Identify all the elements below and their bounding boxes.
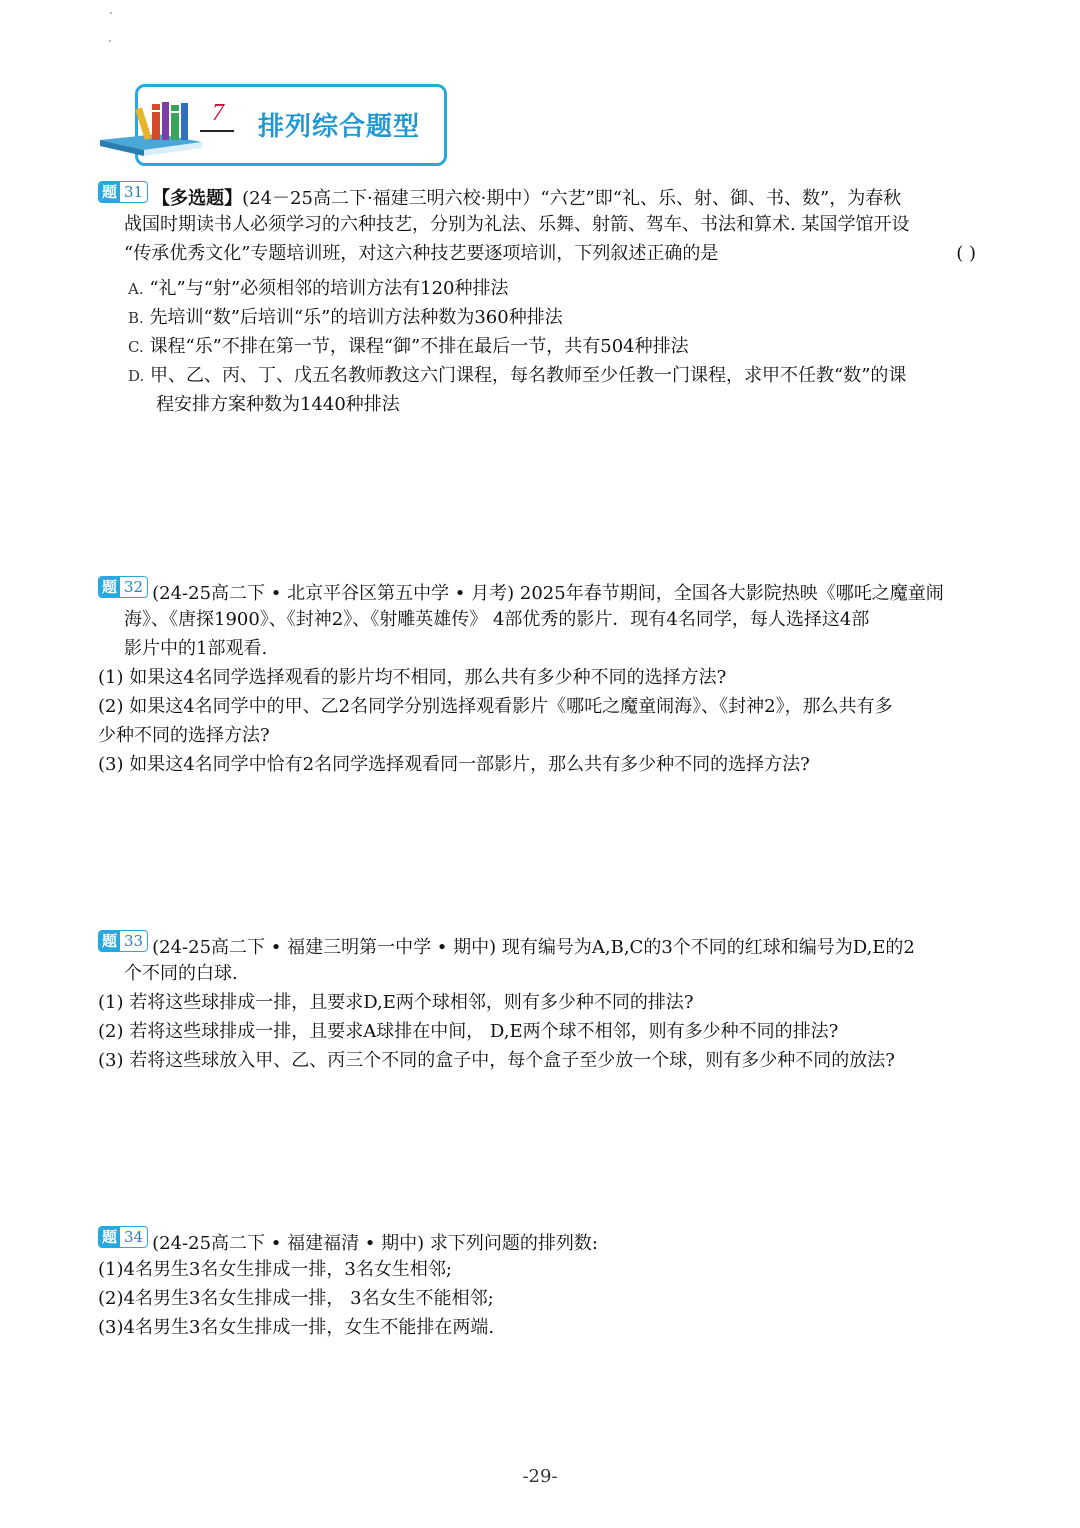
question-32 xyxy=(98,576,988,779)
sub-question-continued: 少种不同的选择方法? xyxy=(98,725,270,746)
option-b: B. 先培训“数”后培训“乐”的培训方法种数为360种排法 xyxy=(128,307,563,328)
sub-question: (3) 若将这些球放入甲、乙、丙三个不同的盒子中，每个盒子至少放一个球，则有多少种不同的放法? xyxy=(98,1050,895,1071)
sub-question: (1)4名男生3名女生排成一排，3名女生相邻; xyxy=(98,1259,452,1280)
question-33 xyxy=(98,930,988,1075)
option-a: A. “礼”与“射”必须相邻的培训方法有120种排法 xyxy=(128,278,509,299)
sub-question: (2) 若将这些球排成一排，且要求A球排在中间， D,E两个球不相邻，则有多少种不同的排法? xyxy=(98,1021,839,1042)
question-type: 【多选题】 xyxy=(152,188,243,209)
scan-speck xyxy=(109,40,111,42)
sub-question: (1) 如果这4名同学选择观看的影片均不相同，那么共有多少种不同的选择方法? xyxy=(98,667,727,688)
question-tag: 题 33 xyxy=(98,930,148,952)
option-c: C. 课程“乐”不排在第一节，课程“御”不排在最后一节，共有504种排法 xyxy=(128,336,689,357)
page-number: -29- xyxy=(522,1466,558,1487)
question-stem-line: 海》、《唐探1900》、《封神2》、《射雕英雄传》 4部优秀的影片．现有4名同学，每人选择这4部 xyxy=(124,609,870,630)
sub-question: (2)4名男生3名女生排成一排， 3名女生不能相邻; xyxy=(98,1288,494,1309)
answer-blank: ( ) xyxy=(956,243,976,264)
question-stem-line: 个不同的白球. xyxy=(124,963,238,984)
question-stem-line: (24-25高二下 • 北京平谷区第五中学 • 月考) 2025年春节期间，全国各大影院热映《哪吒之魔童闹 xyxy=(152,583,944,604)
section-number: 7 xyxy=(212,100,224,126)
books-icon xyxy=(98,96,202,158)
question-stem-line: (24-25高二下 • 福建福清 • 期中) 求下列问题的排列数: xyxy=(152,1233,598,1254)
question-stem-line: (24-25高二下 • 福建三明第一中学 • 期中) 现有编号为A,B,C的3个不同的红球和编号为D,E的2 xyxy=(152,937,915,958)
sub-question: (3) 如果这4名同学中恰有2名同学选择观看同一部影片，那么共有多少种不同的选择方法? xyxy=(98,754,810,775)
sub-question: (2) 如果这4名同学中的甲、乙2名同学分别选择观看影片《哪吒之魔童闹海》、《封神2》，那么共有多 xyxy=(98,696,893,717)
question-tag: 题 34 xyxy=(98,1226,148,1248)
question-34 xyxy=(98,1226,988,1342)
question-stem-line: (24－25高二下·福建三明六校·期中）“六艺”即“礼、乐、射、御、书、数”，为春秋 xyxy=(242,188,902,209)
scan-speck xyxy=(110,12,112,14)
question-stem-line: 战国时期读书人必须学习的六种技艺，分别为礼法、乐舞、射箭、驾车、书法和算术. 某国学馆开设 xyxy=(124,214,910,235)
sub-question: (3)4名男生3名女生排成一排，女生不能排在两端. xyxy=(98,1317,495,1338)
question-stem-line: “传承优秀文化”专题培训班，对这六种技艺要逐项培训，下列叙述正确的是 xyxy=(124,243,719,264)
section-title: 排列综合题型 xyxy=(258,112,421,142)
question-tag: 题 32 xyxy=(98,576,148,598)
option-d: D. 甲、乙、丙、丁、戊五名教师教这六门课程，每名教师至少任教一门课程，求甲不任教“数”的课 xyxy=(128,365,907,386)
question-tag: 题 31 xyxy=(98,181,148,203)
question-31 xyxy=(98,181,988,419)
option-d-continued: 程安排方案种数为1440种排法 xyxy=(156,394,400,415)
section-number-underline xyxy=(200,130,234,132)
sub-question: (1) 若将这些球排成一排，且要求D,E两个球相邻，则有多少种不同的排法? xyxy=(98,992,694,1013)
question-stem-line: 影片中的1部观看. xyxy=(124,638,268,659)
